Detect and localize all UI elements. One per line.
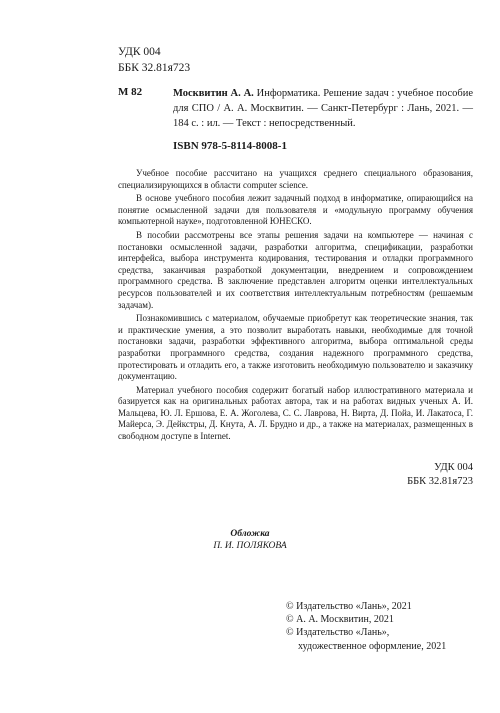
udk-block-bottom — [407, 461, 473, 489]
copyright-line: © Издательство «Лань», 2021 — [286, 601, 412, 612]
author-mark: М 82 — [118, 86, 143, 98]
copyright-line: © А. А. Москвитин, 2021 — [286, 614, 394, 626]
annotation-paragraph: В пособии рассмотрены все этапы решения задачи на компьютере — начиная с постановки осмысленной задачи, разработки алгоритма, спецификации, разработки интерфейса, выбора инструмента кодирования, тестирования и отладки программного средства, заканчивая разработкой документации, внедрением и сопровождением программного средства. В заключение представлен алгоритм оценки интеллектуальных ресурсов пользователей и их соответствия интеллектуальным потребностям (решаемым задачам). — [118, 229, 473, 310]
udk-code: УДК 004 — [118, 46, 161, 58]
author-name: Москвитин А. А. — [173, 88, 254, 99]
copyright-line: © Издательство «Лань», — [286, 627, 390, 639]
annotation-paragraph: Учебное пособие рассчитано на учащихся среднего специального образования, специализирующихся в области computer science. — [118, 168, 473, 190]
udk-block-top — [118, 44, 190, 76]
udk-code: УДК 004 — [434, 462, 473, 473]
cover-label: Обложка — [230, 529, 270, 539]
annotation-paragraph: Материал учебного пособия содержит богатый набор иллюстративного материала и базируется как на оригинальных работах автора, так и на работах видных ученых А. И. Мальцева, Ю. Л. Ершова, Е. А. Жоголева, С. С. Лаврова, Н. Вирта, Д. Пойа, И. Лакатоса, Г. Майерса, Э. Дейкстры, Д. Кнута, А. Л. Брудно и др., а также на материалах, размещенных в свободном доступе в Internet. — [118, 384, 473, 442]
bibliographic-description: Информатика. Решение задач : учебное пособие для СПО / А. А. Москвитин. — Санкт-Петербург : Лань, 2021. — 184 с. : ил. — Текст : непосредственный. — [173, 88, 473, 129]
annotation-paragraph: В основе учебного пособия лежит задачный подход в информатике, опирающийся на понятие осмысленной задачи для пользователя и «модульную программу обучения компьютерной науке», подготовленной ЮНЕСКО. — [118, 193, 473, 227]
copyright-block — [286, 600, 446, 653]
cover-designer: П. И. ПОЛЯКОВА — [213, 541, 287, 551]
annotation — [118, 168, 473, 443]
copyright-line: художественное оформление, 2021 — [298, 640, 447, 652]
bbk-code: ББК 32.81я723 — [118, 62, 191, 74]
isbn: ISBN 978-5-8114-8008-1 — [173, 140, 287, 152]
bbk-code: ББК 32.81я723 — [407, 476, 473, 487]
annotation-paragraph: Познакомившись с материалом, обучаемые приобретут как теоретические знания, так и практические умения, а это позволит выработать навыки, необходимые для точной постановки задачи, разработки эффективного алгоритма, выбора оптимальной среды разработки программного средства, создания надежного программного средства, протестировать и отладить его, а также изготовить необходимую пользователю и заказчику документацию. — [118, 313, 473, 382]
bibliographic-record — [173, 86, 473, 131]
cover-credit — [0, 528, 500, 552]
